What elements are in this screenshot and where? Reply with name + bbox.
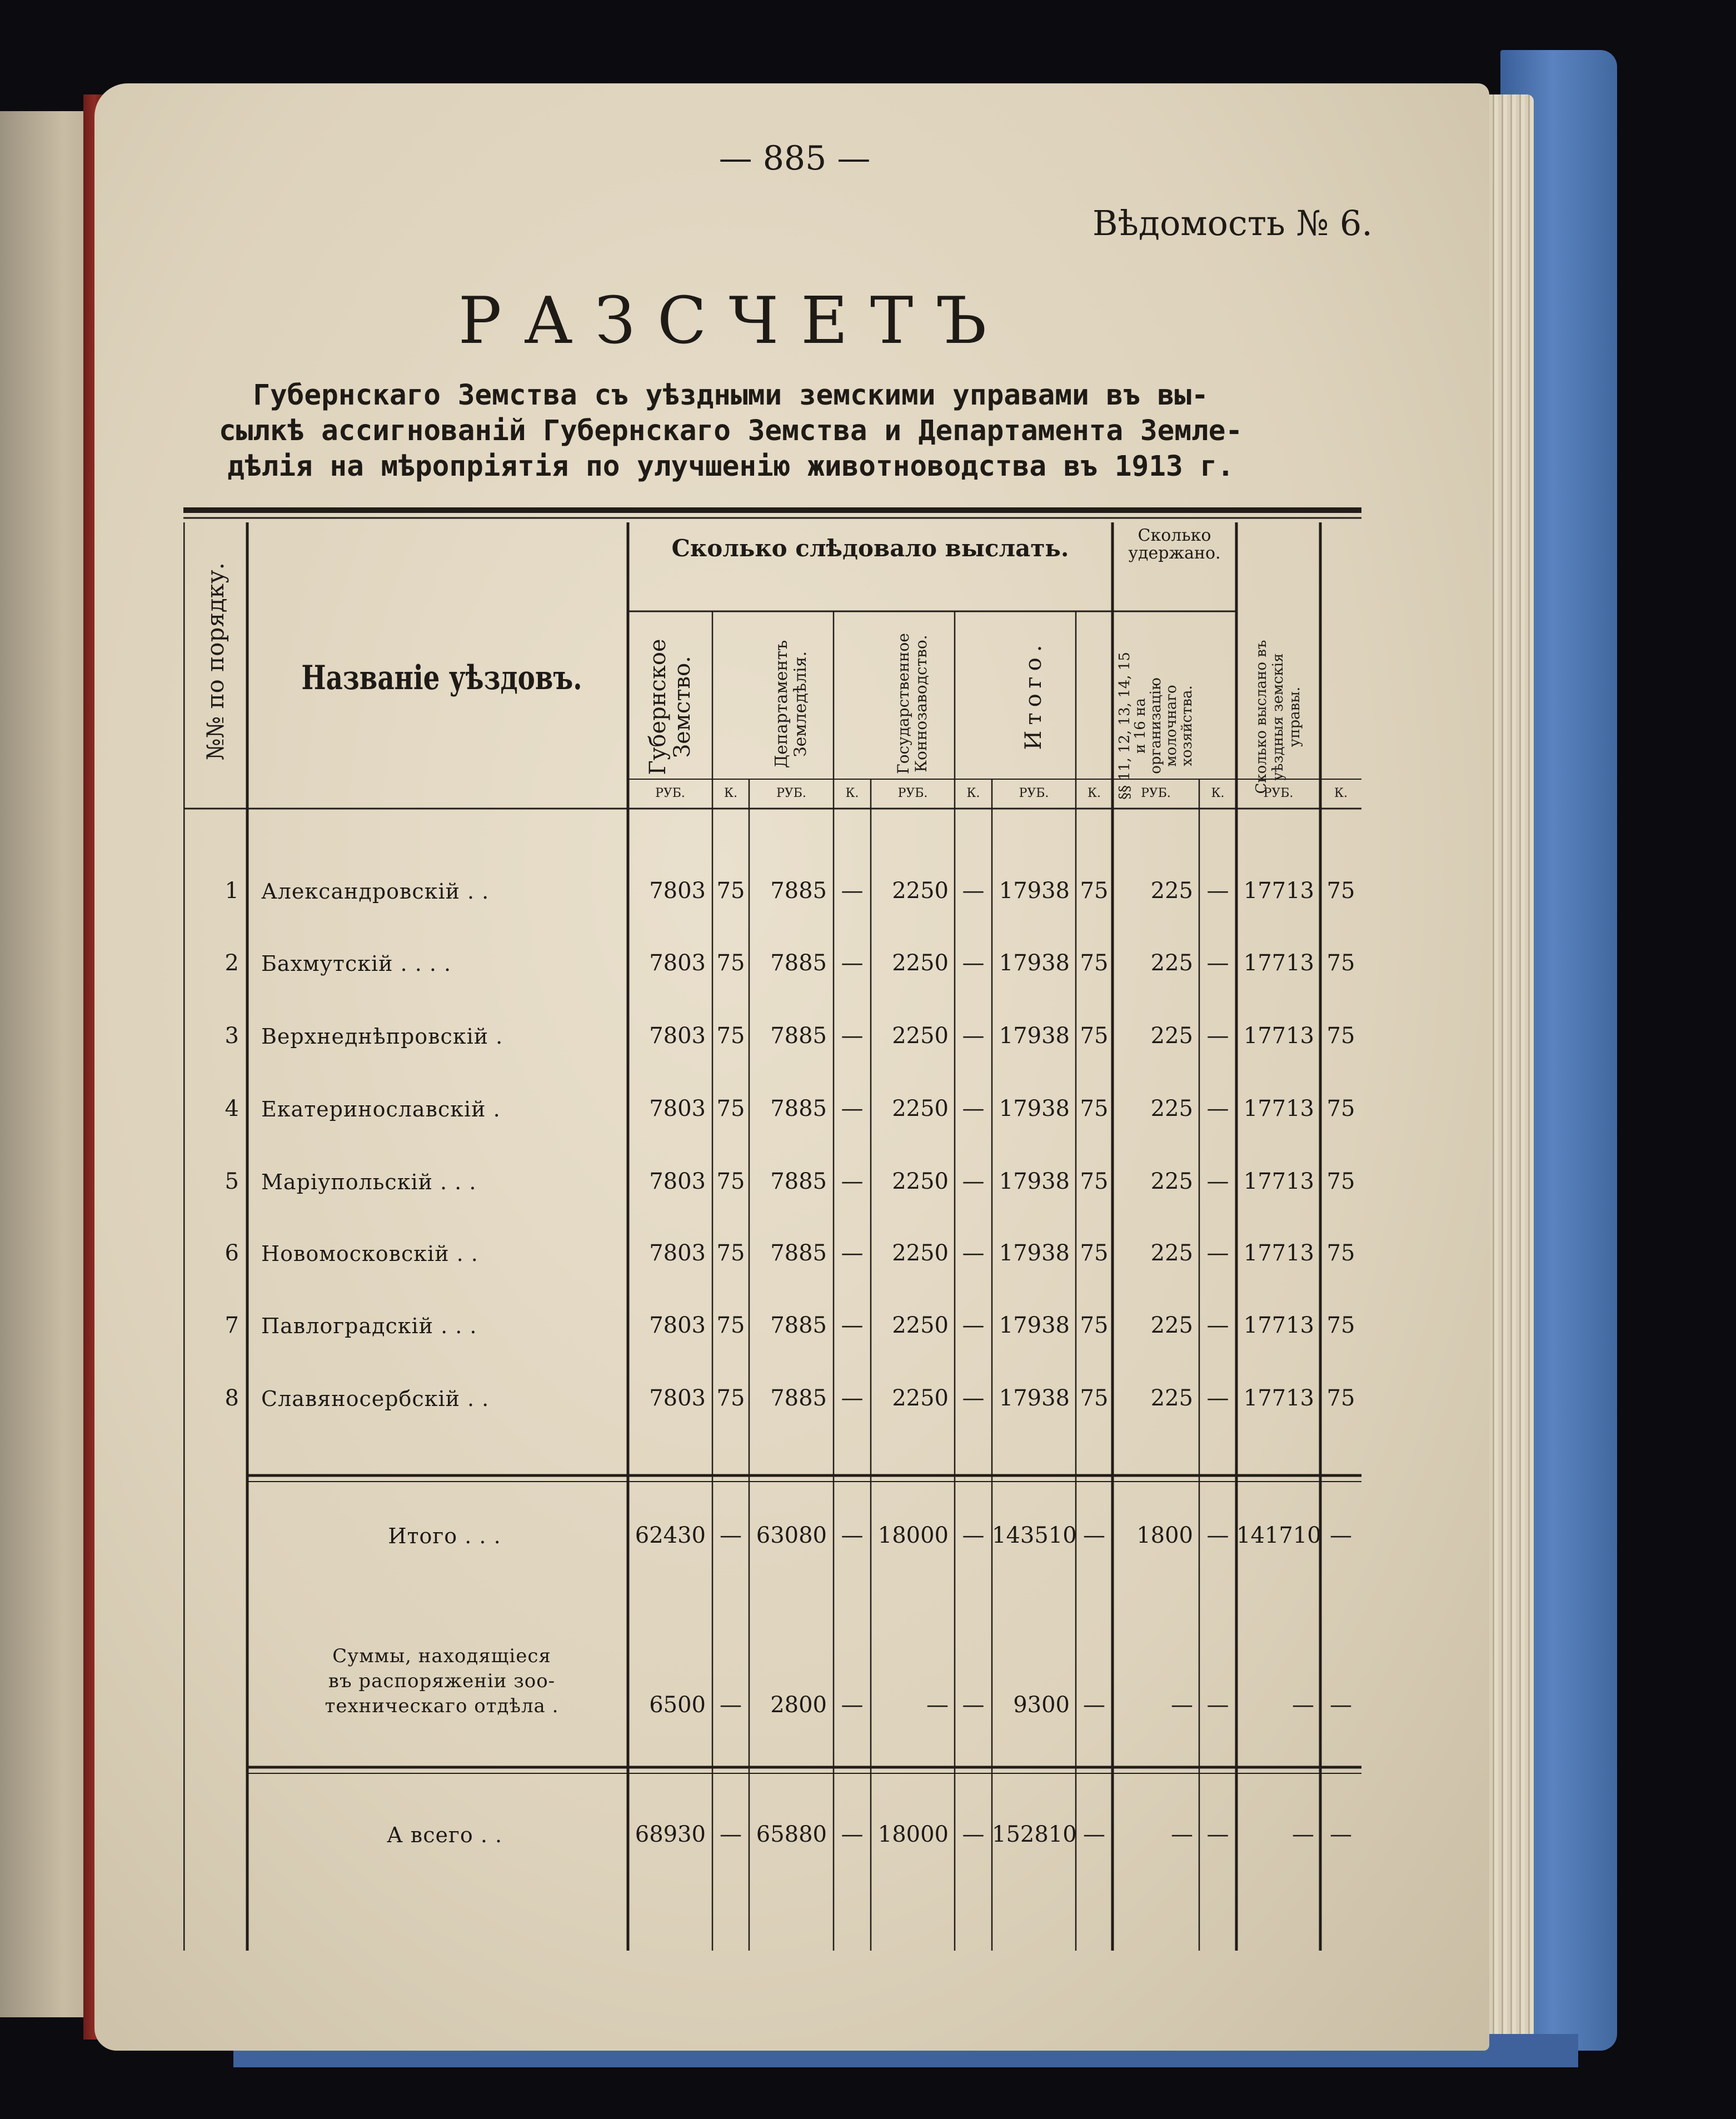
cell-gub-r: 7803 <box>649 1169 706 1194</box>
cell-snt-k: 75 <box>1326 1096 1355 1121</box>
cell-snt-r: — <box>1292 1822 1314 1847</box>
cell-snt-r: 17713 <box>1243 950 1314 976</box>
header-withheld-desc: §§ 11, 12, 13, 14, 15 и 16 на организацію молочнаго хозяйства. <box>1116 652 1195 800</box>
cell-snt-r: 17713 <box>1243 1169 1314 1194</box>
cell-gub-k: 75 <box>716 878 745 904</box>
cell-it-r: 17938 <box>999 1385 1070 1411</box>
row-number: 7 <box>225 1313 239 1338</box>
cell-gos-k: — <box>962 1096 985 1121</box>
cell-it-k: 75 <box>1080 1240 1109 1266</box>
row-number: 2 <box>225 950 239 976</box>
cell-dep-k: — <box>841 1822 864 1847</box>
header-gub: Губернское Земство. <box>645 639 695 775</box>
cell-it-r: 143510 <box>992 1523 1077 1548</box>
unit-kop-label: К. <box>966 786 980 800</box>
cell-gos-r: 18000 <box>877 1822 949 1847</box>
cell-dep-r: 7885 <box>770 1385 827 1411</box>
cell-gos-r: 2250 <box>892 1240 949 1266</box>
cell-gos-r: 2250 <box>892 1385 949 1411</box>
cell-it-r: 17938 <box>999 1169 1070 1194</box>
cell-dep-r: 7885 <box>770 1096 827 1121</box>
district-name: Верхнеднѣпровскій . <box>261 1024 503 1049</box>
district-name: Славяносербскій . . <box>261 1387 490 1411</box>
cell-wh-r: 225 <box>1150 878 1193 904</box>
cell-gub-r: 7803 <box>649 1096 706 1121</box>
cell-it-k: 75 <box>1080 878 1109 904</box>
cell-gub-r: 7803 <box>649 878 706 904</box>
cell-it-k: 75 <box>1080 1169 1109 1194</box>
grand-total-label: А всего . . <box>386 1823 503 1847</box>
cell-wh-k: — <box>1206 1822 1229 1847</box>
header-order: №№ по порядку. <box>201 562 229 761</box>
district-name: Бахмутскій . . . . <box>261 951 452 976</box>
unit-kop-label: К. <box>1334 786 1348 800</box>
cell-it-r: 17938 <box>999 1240 1070 1266</box>
cell-gub-k: 75 <box>716 1385 745 1411</box>
cell-snt-k: 75 <box>1326 950 1355 976</box>
district-name: Александровскій . . <box>261 879 490 904</box>
cell-dep-r: 7885 <box>770 1023 827 1049</box>
cell-it-r: 9300 <box>1013 1692 1070 1718</box>
unit-rub-label: РУБ. <box>1141 786 1171 800</box>
header-sent: Сколько выслано въ уѣздныя земскія управы. <box>1253 640 1303 794</box>
cell-wh-r: 225 <box>1150 1169 1193 1194</box>
zoo-label-line: Суммы, находящіеся <box>332 1645 551 1667</box>
cell-dep-r: 2800 <box>770 1692 827 1718</box>
cell-dep-r: 7885 <box>770 1240 827 1266</box>
document-page <box>94 83 1489 2051</box>
cell-dep-k: — <box>841 1240 864 1266</box>
sheet-label: Вѣдомость № 6. <box>1092 203 1373 243</box>
district-name: Павлоградскій . . . <box>261 1314 477 1338</box>
cell-wh-r: 225 <box>1150 1240 1193 1266</box>
cell-dep-k: — <box>841 1692 864 1718</box>
cell-wh-r: 225 <box>1150 1023 1193 1049</box>
cell-gub-r: 7803 <box>649 1385 706 1411</box>
district-name: Маріупольскій . . . <box>261 1170 477 1194</box>
cell-wh-k: — <box>1206 1313 1229 1338</box>
cell-snt-r: 17713 <box>1243 1096 1314 1121</box>
ledger-table <box>183 495 1361 1973</box>
header-gos: Государственное Коннозаводство. <box>894 633 930 774</box>
row-number: 6 <box>225 1240 239 1266</box>
cell-dep-k: — <box>841 1169 864 1194</box>
district-name: Новомосковскій . . <box>261 1242 478 1266</box>
cell-it-r: 17938 <box>999 1023 1070 1049</box>
cell-dep-k: — <box>841 1523 864 1548</box>
cell-dep-r: 7885 <box>770 1169 827 1194</box>
unit-kop-label: К. <box>1087 786 1101 800</box>
cell-it-r: 17938 <box>999 950 1070 976</box>
cell-dep-r: 7885 <box>770 950 827 976</box>
cell-gos-r: 2250 <box>892 1023 949 1049</box>
cell-dep-k: — <box>841 1313 864 1338</box>
cell-snt-k: 75 <box>1326 1240 1355 1266</box>
cell-gos-r: 2250 <box>892 1169 949 1194</box>
header-district-name: Названіе уѣздовъ. <box>301 659 582 697</box>
cell-dep-r: 65880 <box>756 1822 827 1847</box>
cell-wh-k: — <box>1206 1023 1229 1049</box>
cell-it-r: 152810 <box>992 1822 1077 1847</box>
cell-gub-r: 6500 <box>649 1692 706 1718</box>
unit-kop-label: К. <box>724 786 738 800</box>
cell-snt-r: 17713 <box>1243 1023 1314 1049</box>
cell-gos-r: 2250 <box>892 950 949 976</box>
cell-gos-r: 2250 <box>892 1313 949 1338</box>
cell-gos-k: — <box>962 1169 985 1194</box>
cell-dep-r: 7885 <box>770 1313 827 1338</box>
cell-dep-r: 7885 <box>770 878 827 904</box>
cell-wh-r: 225 <box>1150 950 1193 976</box>
unit-kop-label: К. <box>1211 786 1225 800</box>
cell-snt-k: 75 <box>1326 1385 1355 1411</box>
cell-snt-k: 75 <box>1326 1023 1355 1049</box>
unit-rub-label: РУБ. <box>776 786 806 800</box>
cell-snt-k: 75 <box>1326 1313 1355 1338</box>
cell-wh-r: — <box>1171 1822 1193 1847</box>
header-itogo: Итого. <box>1021 639 1046 750</box>
zoo-label-line: техническаго отдѣла . <box>325 1695 559 1717</box>
unit-rub-label: РУБ. <box>655 786 685 800</box>
cell-gos-k: — <box>962 1822 985 1847</box>
cell-it-r: 17938 <box>999 1096 1070 1121</box>
cell-gub-k: 75 <box>716 1023 745 1049</box>
cell-gos-k: — <box>962 1240 985 1266</box>
cell-wh-k: — <box>1206 1169 1229 1194</box>
cell-gos-k: — <box>962 950 985 976</box>
cell-dep-k: — <box>841 950 864 976</box>
cell-dep-k: — <box>841 1385 864 1411</box>
cell-snt-k: — <box>1330 1692 1352 1718</box>
subtitle-line: Губернскаго Земства съ уѣздными земскими управами въ вы- <box>253 379 1209 412</box>
cell-wh-k: — <box>1206 950 1229 976</box>
cell-gos-r: — <box>926 1692 949 1718</box>
cell-it-r: 17938 <box>999 1313 1070 1338</box>
cell-gos-k: — <box>962 1023 985 1049</box>
cell-gub-k: — <box>720 1822 742 1847</box>
cell-it-k: — <box>1083 1692 1105 1718</box>
cell-it-k: — <box>1083 1822 1105 1847</box>
cell-gub-r: 62430 <box>635 1523 706 1548</box>
cell-it-k: 75 <box>1080 1023 1109 1049</box>
cell-it-k: 75 <box>1080 1096 1109 1121</box>
unit-rub-label: РУБ. <box>897 786 928 800</box>
cell-snt-k: — <box>1330 1523 1352 1548</box>
cell-gub-r: 7803 <box>649 1313 706 1338</box>
cell-gos-k: — <box>962 1692 985 1718</box>
cell-snt-r: 17713 <box>1243 1313 1314 1338</box>
cell-gub-r: 7803 <box>649 1240 706 1266</box>
cell-dep-r: 63080 <box>756 1523 827 1548</box>
cell-snt-r: 17713 <box>1243 1240 1314 1266</box>
cell-wh-r: 225 <box>1150 1313 1193 1338</box>
header-group-due: Сколько слѣдовало выслать. <box>671 535 1069 562</box>
cell-wh-r: 225 <box>1150 1096 1193 1121</box>
row-number: 5 <box>225 1169 239 1194</box>
total-label: Итого . . . <box>388 1524 501 1548</box>
cell-dep-k: — <box>841 878 864 904</box>
cell-gub-k: 75 <box>716 950 745 976</box>
unit-kop-label: К. <box>845 786 859 800</box>
page-number: — 885 — <box>719 139 871 178</box>
row-number: 1 <box>225 878 239 904</box>
cell-wh-k: — <box>1206 1096 1229 1121</box>
cell-gub-r: 7803 <box>649 1023 706 1049</box>
row-number: 8 <box>225 1385 239 1411</box>
cell-gos-k: — <box>962 1523 985 1548</box>
cell-gos-k: — <box>962 1313 985 1338</box>
cell-snt-r: — <box>1292 1692 1314 1718</box>
cell-wh-k: — <box>1206 1240 1229 1266</box>
document-title: РАЗСЧЕТЪ <box>458 283 1009 358</box>
header-dep: Департаментъ Земледѣлія. <box>772 640 810 769</box>
cell-snt-r: 141710 <box>1236 1523 1321 1548</box>
cell-snt-k: 75 <box>1326 1169 1355 1194</box>
unit-rub-label: РУБ. <box>1263 786 1294 800</box>
subtitle-line: сылкѣ ассигнованій Губернскаго Земства и Департамента Земле- <box>218 415 1243 447</box>
cell-dep-k: — <box>841 1096 864 1121</box>
cell-gos-r: 2250 <box>892 1096 949 1121</box>
cell-it-k: — <box>1083 1523 1105 1548</box>
cell-gos-r: 18000 <box>877 1523 949 1548</box>
cell-wh-k: — <box>1206 1385 1229 1411</box>
cell-gub-k: 75 <box>716 1313 745 1338</box>
cell-wh-k: — <box>1206 1523 1229 1548</box>
cell-gos-k: — <box>962 1385 985 1411</box>
cell-snt-k: — <box>1330 1822 1352 1847</box>
zoo-label-line: въ распоряженіи зоо- <box>328 1670 556 1692</box>
row-number: 4 <box>225 1096 239 1121</box>
cell-gub-r: 68930 <box>635 1822 706 1847</box>
cell-it-r: 17938 <box>999 878 1070 904</box>
cell-snt-k: 75 <box>1326 878 1355 904</box>
cell-gub-k: — <box>720 1692 742 1718</box>
district-name: Екатеринославскій . <box>261 1097 501 1121</box>
unit-rub-label: РУБ. <box>1019 786 1049 800</box>
cell-wh-k: — <box>1206 878 1229 904</box>
cell-gos-k: — <box>962 878 985 904</box>
cell-gub-k: 75 <box>716 1096 745 1121</box>
cell-it-k: 75 <box>1080 950 1109 976</box>
cell-gub-k: 75 <box>716 1169 745 1194</box>
cell-wh-r: 225 <box>1150 1385 1193 1411</box>
cell-it-k: 75 <box>1080 1313 1109 1338</box>
subtitle-line: дѣлія на мѣропріятія по улучшенію животноводства въ 1913 г. <box>227 450 1234 483</box>
cell-dep-k: — <box>841 1023 864 1049</box>
cell-gub-k: 75 <box>716 1240 745 1266</box>
cell-wh-k: — <box>1206 1692 1229 1718</box>
cell-gub-k: — <box>720 1523 742 1548</box>
row-number: 3 <box>225 1023 239 1049</box>
document-subtitle <box>156 378 1306 485</box>
cell-wh-r: 1800 <box>1136 1523 1193 1548</box>
cell-gub-r: 7803 <box>649 950 706 976</box>
cell-gos-r: 2250 <box>892 878 949 904</box>
cell-it-k: 75 <box>1080 1385 1109 1411</box>
cell-snt-r: 17713 <box>1243 878 1314 904</box>
cell-wh-r: — <box>1171 1692 1193 1718</box>
header-group-withheld: Сколько удержано. <box>1128 526 1221 563</box>
cell-snt-r: 17713 <box>1243 1385 1314 1411</box>
